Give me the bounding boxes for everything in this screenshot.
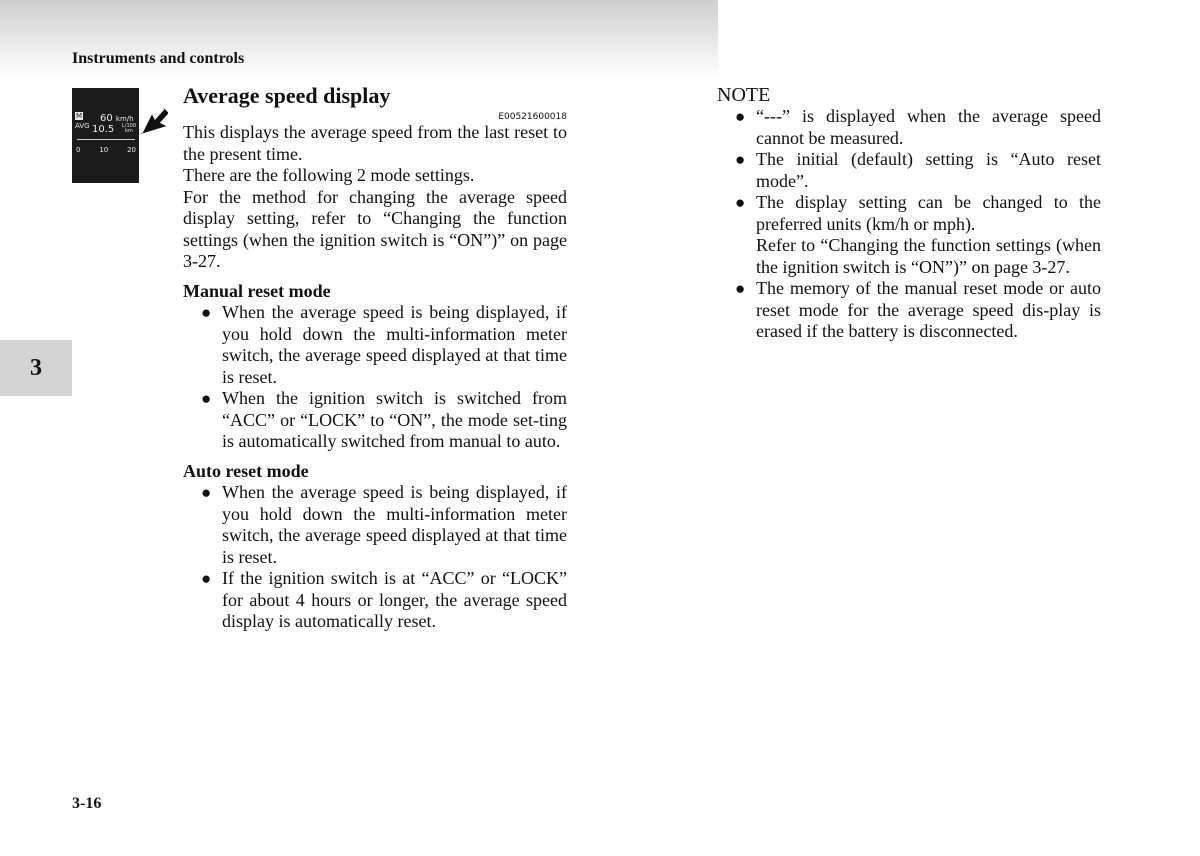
manual-reset-list xyxy=(183,302,567,453)
page-title: Average speed display xyxy=(183,83,391,108)
manual-reset-heading: Manual reset mode xyxy=(183,280,331,301)
speed-unit: km/h xyxy=(115,115,134,123)
bullet-icon: ● xyxy=(735,150,746,169)
economy-value: 10.5 xyxy=(92,124,115,135)
scale-tick: 20 xyxy=(127,146,136,154)
scale-tick: 10 xyxy=(99,146,109,154)
page-number: 3-16 xyxy=(72,795,102,812)
bullet-icon: ● xyxy=(735,193,746,212)
pointer-arrow-icon xyxy=(140,103,168,137)
list-item-text: When the average speed is being displayed, if you hold down the multi-information meter switch, the average speed displayed at that time is reset. xyxy=(222,482,567,567)
scale-ticks xyxy=(76,146,136,154)
bullet-icon: ● xyxy=(735,279,746,298)
mode-letter: M xyxy=(76,112,83,120)
chapter-number: 3 xyxy=(30,354,42,381)
list-item-text: The memory of the manual reset mode or auto reset mode for the average speed dis-play is erased if the battery is disconnected. xyxy=(756,278,1101,341)
list-item-text: The display setting can be changed to the preferred units (km/h or mph). xyxy=(756,192,1101,234)
list-item xyxy=(183,388,567,453)
auto-reset-list xyxy=(183,482,567,633)
list-item xyxy=(717,149,1101,192)
bullet-icon: ● xyxy=(201,303,212,322)
scale-bar xyxy=(77,139,135,140)
note-label: NOTE xyxy=(717,84,771,106)
scale-tick: 0 xyxy=(76,146,81,154)
section-code: E00521600018 xyxy=(498,112,567,122)
chapter-tab xyxy=(0,340,72,396)
list-item xyxy=(183,482,567,568)
speed-value: 60 xyxy=(100,113,113,124)
intro-paragraph: There are the following 2 mode settings. xyxy=(183,165,475,185)
list-item xyxy=(717,192,1101,278)
intro-paragraph: This displays the average speed from the last reset to the present time. xyxy=(183,122,567,164)
note-column xyxy=(717,84,1101,343)
bullet-icon: ● xyxy=(201,569,212,588)
bullet-icon: ● xyxy=(735,107,746,126)
list-item xyxy=(717,278,1101,343)
list-item-text: When the average speed is being displayed, if you hold down the multi-information meter switch, the average speed displayed at that time is reset. xyxy=(222,302,567,387)
section-title: Instruments and controls xyxy=(72,50,245,67)
bullet-icon: ● xyxy=(201,389,212,408)
list-item-text: When the ignition switch is switched from “ACC” or “LOCK” to “ON”, the mode set-ting is automatically switched from manual to auto. xyxy=(222,388,567,451)
list-item-text: The initial (default) setting is “Auto reset mode”. xyxy=(756,149,1101,191)
economy-unit-top: L/100 xyxy=(122,123,137,129)
list-item-text: “---” is displayed when the average speed cannot be measured. xyxy=(756,106,1101,148)
bullet-icon: ● xyxy=(201,483,212,502)
economy-unit xyxy=(122,124,136,134)
list-item xyxy=(717,106,1101,149)
economy-unit-bottom: km xyxy=(125,128,133,134)
list-item-text: If the ignition switch is at “ACC” or “LOCK” for about 4 hours or longer, the average speed display is automatically reset. xyxy=(222,568,567,631)
list-item xyxy=(183,302,567,388)
main-column xyxy=(183,82,567,633)
list-item xyxy=(183,568,567,633)
average-speed-display-image xyxy=(72,88,139,183)
auto-reset-heading: Auto reset mode xyxy=(183,460,309,481)
intro-paragraph: For the method for changing the average speed display setting, refer to “Changing the function settings (when the ignition switch is “ON”)” on page 3-27. xyxy=(183,186,567,271)
refer-text: Refer to “Changing the function settings (when the ignition switch is “ON”)” on page 3-27. xyxy=(756,235,1101,277)
note-list xyxy=(717,106,1101,343)
avg-label: AVG xyxy=(75,122,90,130)
